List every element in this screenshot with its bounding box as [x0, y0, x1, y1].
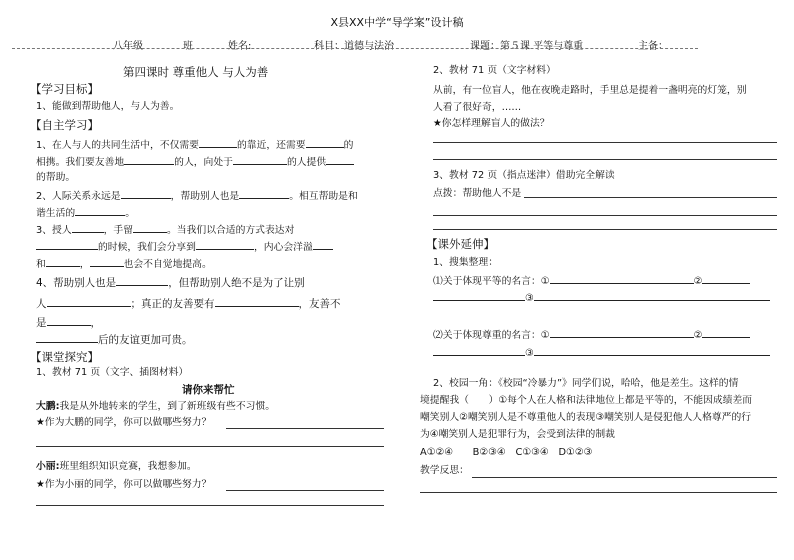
q4-line3: 是 ，	[36, 317, 101, 329]
editor-label: 主备：	[638, 41, 668, 52]
q1-line3: 的帮助。	[36, 172, 76, 183]
blank[interactable]	[116, 275, 168, 286]
equality-quotes-line1: ⑴关于体现平等的名言：① ②	[433, 273, 750, 288]
q3-line3: 和 ， 也会不自觉地提高。	[36, 256, 212, 271]
blank[interactable]	[46, 256, 80, 267]
blank[interactable]	[47, 315, 91, 326]
answer-line[interactable]	[36, 505, 384, 506]
q4-line1: 4、帮助别人也是 ，但帮助别人绝不是为了让别	[36, 277, 305, 289]
blank[interactable]	[326, 154, 354, 165]
answer-line[interactable]	[36, 446, 384, 447]
blank[interactable]	[550, 273, 694, 284]
explore-item: 1、教材 71 页（文字、插图材料）	[36, 367, 189, 378]
xiaoli-question: ★作为小丽的同学，你可以做哪些努力？	[36, 479, 212, 490]
self-study-heading: 【自主学习】	[30, 118, 99, 132]
blank[interactable]	[534, 290, 770, 301]
blank[interactable]	[313, 239, 333, 250]
answer-line[interactable]	[226, 428, 384, 429]
q2-options: A①②④ B②③④ C①③④ D①②③	[420, 447, 593, 458]
goal-heading: 【学习目标】	[30, 82, 99, 96]
q3-line1: 3、授人 ，手留 。当我们以合适的方式表达对	[36, 222, 294, 237]
blank[interactable]	[72, 222, 104, 233]
reflection-label: 教学反思：	[420, 465, 469, 476]
story-line1: 从前，有一位盲人，他在夜晚走路时，手里总是提着一盏明亮的灯笼，别	[433, 85, 747, 96]
item2-title: 2、教材 71 页（文字材料）	[433, 65, 556, 76]
class-label: 班	[183, 41, 193, 52]
answer-line[interactable]	[472, 477, 777, 478]
blank[interactable]	[133, 222, 167, 233]
q2-line1: 2、校园一角：《校园“冷暴力”》同学们说，哈哈，他是差生。这样的情	[433, 378, 739, 389]
help-title: 请你来帮忙	[182, 384, 235, 396]
q3-line2: 的时候，我们会分享到 ，内心会洋溢	[36, 239, 333, 254]
answer-line[interactable]	[433, 159, 777, 160]
equality-quotes-line2: ③	[433, 290, 770, 305]
blank[interactable]	[702, 273, 750, 284]
blank[interactable]	[239, 188, 289, 199]
answer-line[interactable]	[226, 490, 384, 491]
blank[interactable]	[90, 256, 124, 267]
story-line2: 人看了很好奇，……	[433, 102, 522, 113]
collect-label: 1、搜集整理：	[433, 257, 499, 268]
respect-quotes-line1: ⑵关于体现尊重的名言：① ②	[433, 327, 750, 342]
blank[interactable]	[199, 137, 237, 148]
item3-title: 3、教材 72 页（指点迷津）借助完全解读	[433, 170, 615, 181]
q1-line1: 1、在人与人的共同生活中，不仅需要 的靠近，还需要 的	[36, 137, 353, 152]
blank[interactable]	[534, 345, 770, 356]
q2-line4: 为④嘲笑别人是犯罪行为，会受到法律的制裁	[420, 429, 615, 440]
blank[interactable]	[121, 188, 171, 199]
page-title: X县XX中学“导学案”设计稿	[330, 16, 464, 29]
topic-label: 课题：第５课 平等与尊重	[470, 41, 584, 52]
q2-line3: 嘲笑别人②嘲笑别人是不尊重他人的表现③嘲笑别人是侵犯他人人格尊严的行	[420, 412, 752, 423]
answer-line[interactable]	[433, 142, 777, 143]
blank[interactable]	[433, 345, 525, 356]
explore-heading: 【课堂探究】	[30, 350, 99, 364]
q2-line2: 境提醒我（ ）①每个人在人格和法律地位上都是平等的，不能因成绩差而	[420, 395, 753, 406]
blank[interactable]	[47, 296, 131, 307]
goal-text: 1、能做到帮助他人，与人为善。	[36, 101, 180, 112]
lesson-title: 第四课时 尊重他人 与人为善	[123, 65, 269, 79]
blank[interactable]	[215, 296, 299, 307]
extension-heading: 【课外延伸】	[426, 237, 495, 251]
q2-line1: 2、人际关系永远是 ，帮助别人也是 。相互帮助是和	[36, 188, 358, 203]
q2-line2: 谐生活的 。	[36, 205, 135, 220]
blank[interactable]	[75, 205, 125, 216]
answer-line[interactable]	[420, 492, 777, 493]
dapeng-question: ★作为大鹏的同学，你可以做哪些努力？	[36, 417, 212, 428]
q4-line4: 后的友谊更加可贵。	[36, 332, 193, 347]
blank[interactable]	[233, 154, 287, 165]
subject-label: 科目：道德与法治	[314, 41, 394, 52]
answer-line[interactable]	[524, 197, 777, 198]
blank[interactable]	[36, 332, 98, 343]
dapeng-line: 大鹏:我是从外地转来的学生，到了新班级有些不习惯。	[36, 401, 276, 412]
answer-line[interactable]	[433, 215, 777, 216]
name-label: 姓名:	[228, 41, 252, 52]
q1-line2: 相携。我们要友善地 的人，向处于 的人提供	[36, 154, 354, 169]
respect-quotes-line2: ③	[433, 345, 770, 360]
xiaoli-line: 小丽:班里组织知识竞赛，我想参加。	[36, 461, 197, 472]
blank[interactable]	[550, 327, 694, 338]
blank[interactable]	[306, 137, 344, 148]
blank[interactable]	[433, 290, 525, 301]
blank[interactable]	[702, 327, 750, 338]
answer-line[interactable]	[433, 229, 777, 230]
header-divider	[12, 48, 698, 49]
q4-line2: 人 ；真正的友善要有 ，友善不	[36, 298, 341, 310]
hint-line: 点拨：帮助他人不是	[433, 188, 522, 199]
story-question: ★你怎样理解盲人的做法？	[433, 118, 550, 129]
blank[interactable]	[196, 239, 254, 250]
blank[interactable]	[124, 154, 174, 165]
blank[interactable]	[36, 239, 98, 250]
grade-label: 八年级	[113, 41, 143, 52]
